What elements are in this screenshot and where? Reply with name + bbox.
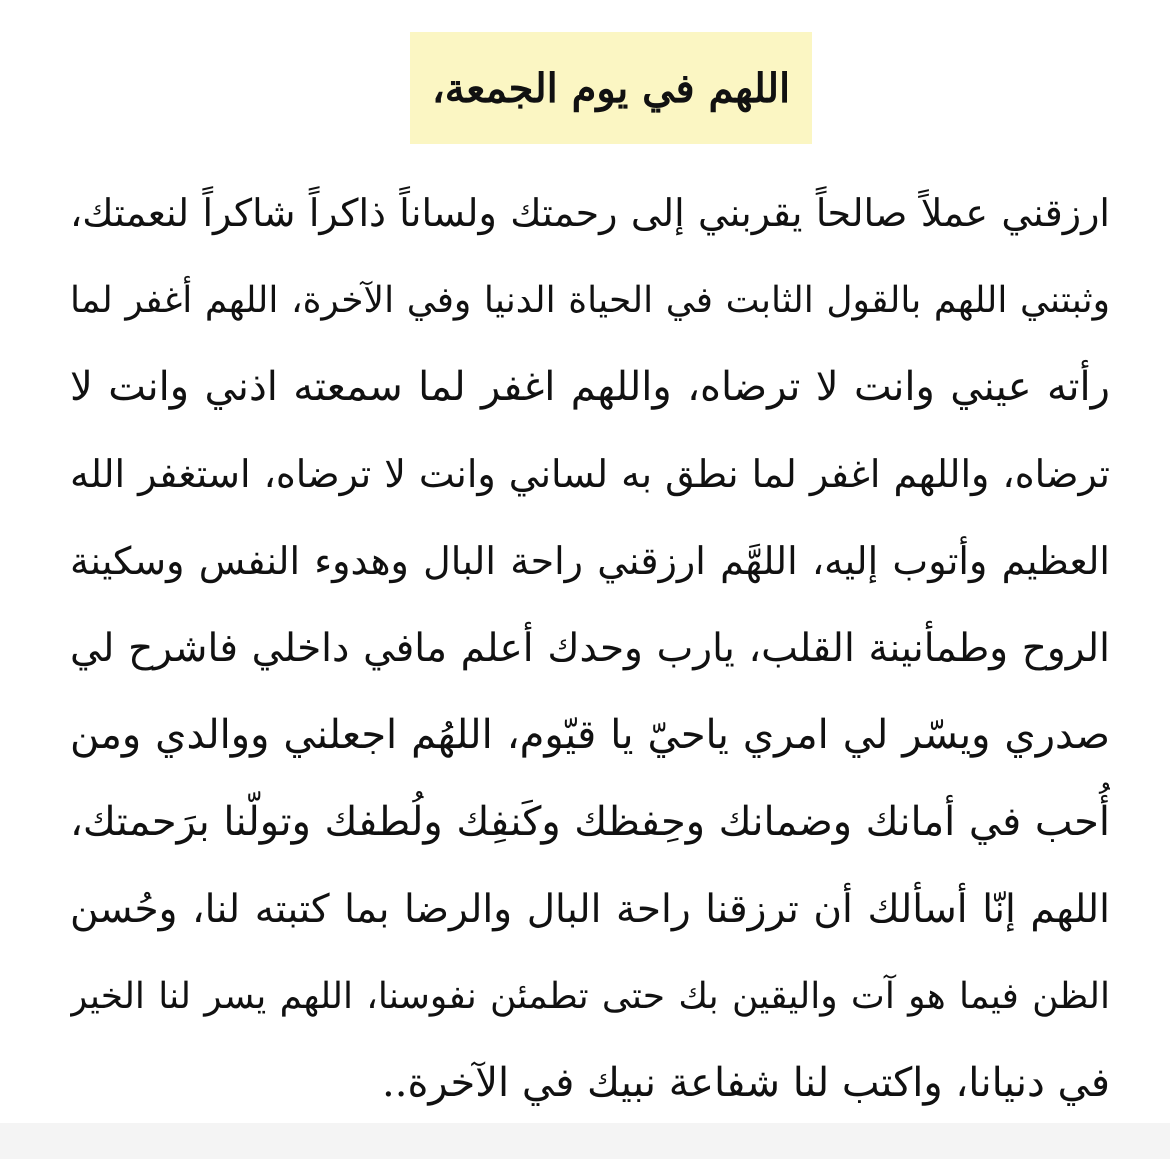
title-highlight	[410, 32, 812, 144]
text-line: وثبتني اللهم بالقول الثابت في الحياة الدنيا وفي الآخرة، اللهم أغفر لما	[70, 280, 1110, 321]
bottom-strip	[0, 1123, 1170, 1159]
text-line: صدري ويسّر لي امري ياحيّ يا قيّوم، اللهُم اجعلني ووالدي ومن	[70, 712, 1110, 758]
page-title: اللهم في يوم الجمعة،	[431, 64, 791, 112]
text-line: الروح وطمأنينة القلب، يارب وحدك أعلم مافي داخلي فاشرح لي	[70, 626, 1110, 671]
text-line: ترضاه، واللهم اغفر لما نطق به لساني وانت لا ترضاه، استغفر الله	[70, 452, 1110, 496]
text-line: اللهم إنّا أسألك أن ترزقنا راحة البال والرضا بما كتبته لنا، وحُسن	[70, 887, 1110, 932]
text-line: العظيم وأتوب إليه، اللهَّم ارزقني راحة البال وهدوء النفس وسكينة	[70, 539, 1110, 583]
text-line: ارزقني عملاً صالحاً يقربني إلى رحمتك ولساناً ذاكراً شاكراً لنعمتك،	[70, 191, 1110, 235]
text-line: الظن فيما هو آت واليقين بك حتى تطمئن نفوسنا، اللهم يسر لنا الخير	[70, 976, 1110, 1017]
text-line: في دنيانا، واكتب لنا شفاعة نبيك في الآخرة..	[382, 1060, 1110, 1106]
text-line: أُحب في أمانك وضمانك وحِفظك وكَنفِك ولُطفك وتولّنا برَحمتك،	[70, 799, 1110, 845]
text-line: رأته عيني وانت لا ترضاه، واللهم اغفر لما سمعته اذني وانت لا	[70, 364, 1110, 410]
prayer-text	[70, 170, 1110, 1127]
